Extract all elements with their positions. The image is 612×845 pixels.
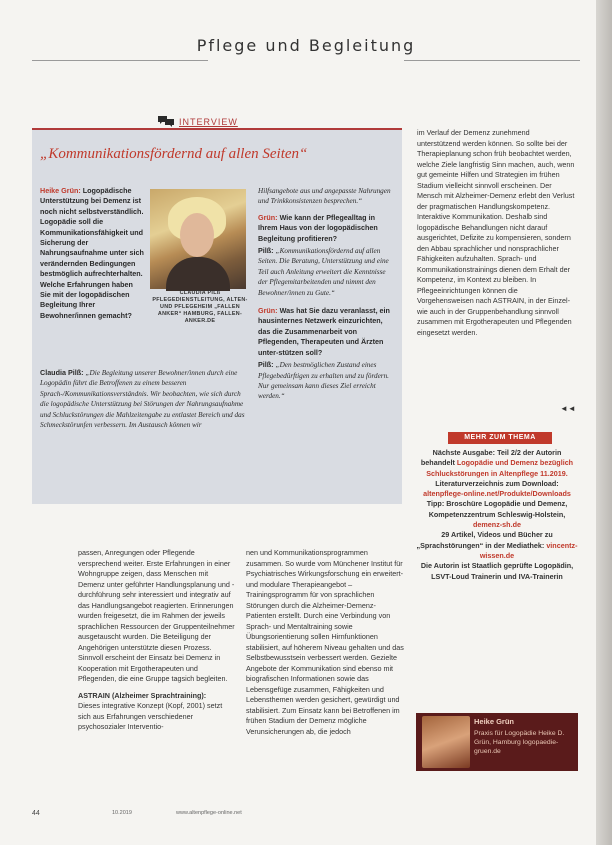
question-1-speaker: Heike Grün:	[40, 186, 81, 195]
interview-left-column	[40, 186, 144, 321]
question-2-speaker: Grün:	[258, 212, 278, 222]
article-col1-para-1: passen, Anregungen oder Pflegende versprechend weiter. Erste Erfahrungen in einer Wohngruppe zeigen, dass Menschen mit Demenz unter geführter Handlungsplanung und -durchführung sehr interessiert und integrativ auf das Handlungsangebot reagierten. Erinnerungen wurden freigesetzt, die im Rahmen der jeweils sprachlichen Ressourcen der Gruppenteilnehmer ausgetauscht wurden. Die Beteiligung der Angehörigen unterstützte diesen Prozess. Sinnvoll erscheint der Einsatz bei Demenz in Kooperation mit Ergotherapeuten und Pflegenden, die eine Gruppe tagsich begleiten.	[78, 548, 235, 683]
question-2	[258, 213, 394, 244]
more-next-issue-link[interactable]: Logopädie und Demenz bezüglich Schluckstörungen in Altenpflege 11.2019.	[426, 458, 574, 478]
page-number: 44	[32, 810, 40, 817]
footer-url[interactable]: www.altenpflege-online.net	[176, 810, 242, 816]
title-rule-left	[32, 60, 208, 61]
more-author-note: Die Autorin ist Staatlich geprüfte Logopädin, LSVT-Loud Trainerin und IVA-Trainerin	[420, 561, 574, 581]
author-details: Praxis für Logopädie Heike D. Grün, Hamburg logopaedie-gruen.de	[474, 730, 565, 756]
article-column-2	[246, 548, 404, 737]
interviewee-photo	[150, 189, 246, 289]
more-tip-link[interactable]: demenz-sh.de	[473, 520, 521, 530]
answer-1-text: „Die Begleitung unserer Bewohner/innen durch eine Logopädin führt die Betroffenen zu einem besseren Sprach-/Kommunikationsverständnis. Wir beobachten, wie sich durch die logopädische Unterstützung bei Störungen der Nahrungsaufnahme und Schluckstörungen die Mahlzeitengabe zu entlastet Bereich und das Schmeckstörunfen verbessern. Im Austausch können wir	[40, 369, 245, 430]
question-2-text: Wie kann der Pflegealltag in Ihrem Haus von der logopädischen Begleitung profitieren?	[258, 212, 378, 243]
question-1	[40, 186, 144, 321]
article-col1-heading: ASTRAIN (Alzheimer Sprachtraining):	[78, 690, 207, 700]
interview-box-top-rule	[32, 128, 402, 130]
issue-date: 10.2019	[112, 810, 132, 816]
answer-3-speaker: Pilß:	[258, 360, 274, 370]
more-mediathek-link[interactable]: vincentz-wissen.de	[479, 540, 578, 560]
photo-caption: CLAUDIA PILß PFLEGEDIENSTLEITUNG, ALTEN- UND PFLEGEHEIM „FALLEN ANKER“ HAMBURG, FALLEN-ANKER.DE	[152, 290, 248, 324]
interview-right-column	[258, 186, 394, 402]
more-on-topic-box	[416, 448, 578, 582]
answer-2-speaker: Pilß:	[258, 246, 274, 256]
article-column-1	[78, 548, 236, 733]
question-3	[258, 306, 394, 358]
article-col2-para: nen und Kommunikationsprogrammen zusammen. So wurde vom Münchener Institut für Psychiatrisches Wirkungsforschung ein erweitert- und modulare Therapieangebot – Trainingsprogramm für von sprachlichen Störungen durch die Alzheimer-Demenz-Patienten erstellt. Durch eine Verbindung von Sprach- und Mentaltraining sowie Übungsorientierung sollen Hirnfunktionen stabilisiert, auf höherem Niveau gehalten und das Selbstbewusstsein verbessert werden. Gezielte Angebote der Kommunikation sind ebenso mit biografischen Informationen sowie das Lebensgefüge zusammen, Fähigkeiten und Lebensthemen werden gesichert, gewürdigt und stabilisiert. Zum Einsatz kann bei Betroffenen im frühen Stadium der Demenz mögliche Verunsicherungen ab, die jedoch	[246, 548, 404, 736]
answer-2	[258, 246, 394, 298]
answer-1-speaker: Claudia Pilß:	[40, 368, 84, 377]
article-right-column: im Verlauf der Demenz zunehmend unterstützend werden können. So sollte bei der Therapieplanung schon früh beobachtet werden, welche Ziele langfristig Sinn machen, auch, wenn gut gemeinte Hilfen und Strategien im frühen Stadium vielleicht sinnvoll erscheinen. Der Mensch mit Alzheimer-Demenz erlebt den Verlust der pragmatischen Handlungskompetenz. Interaktive Kommunikation. Deshalb sind logopädische Behandlungen nicht darauf ausgerichtet, Defizite zu kompensieren, sondern den Abbau sprachlicher und nonsprachlicher Fähigkeiten aufzuhalten. Sprach- und Kommunikationstrainings dienen dem Erhalt der Kompetenz, im Kontext zu bleiben. In Pflegeeinrichtungen können die Vorgehensweisen nach ASTRAIN, in der Einzel- wie auch in der Gruppenbehandlung sinnvoll zusammen mit Ergotherapeuten und Pflegenden eingesetzt werden.	[417, 128, 575, 337]
page-binding-shadow	[596, 0, 612, 845]
title-rule-right	[404, 60, 580, 61]
more-tip: Tipp: Broschüre Logopädie und Demenz, Kompetenzzentrum Schleswig-Holstein, demenz-sh.de	[426, 499, 568, 530]
interview-label: INTERVIEW	[179, 116, 238, 127]
answer-3	[258, 360, 394, 402]
more-literature: Literaturverzeichnis zum Download: altenpflege-online.net/Produkte/Downloads	[423, 478, 571, 499]
author-name: Heike Grün	[474, 717, 515, 726]
article-col1-para-2: Dieses integrative Konzept (Kopf, 2001) setzt sich aus Erfahrungen verschiedener psychosozialer Interventio-	[78, 701, 223, 731]
section-title: Pflege und Begleitung	[196, 36, 416, 55]
answer-2-text: „Kommunikationsfördernd auf allen Seiten. Die Beratung, Unterstützung und eine Teil auch Anleitung erweitert die Kenntnisse der Pflegemitarbeitenden und nimmt den Bewohner/innen zu Gute.“	[258, 247, 389, 297]
interview-headline: „Kommunikationsfördernd auf allen Seiten“	[40, 146, 308, 162]
more-literature-link[interactable]: altenpflege-online.net/Produkte/Downloads	[423, 489, 571, 499]
author-photo	[422, 716, 470, 768]
question-1-text: Logopädische Unterstützung bei Demenz ist noch nicht selbstverständlich. Logopädie soll die Kommunikationsfähigkeit und Sicherung der Nahrungsaufnahme unter sich verändernden Bedingungen bestmöglich aufrechterhalten. Welche Erfahrungen haben Sie mit der logopädischen Begleitung Ihrer Bewohner/innen gemacht?	[40, 186, 144, 320]
interview-answer-1	[40, 368, 248, 430]
more-on-topic-badge: MEHR ZUM THEMA	[448, 432, 552, 444]
question-3-text: Was hat Sie dazu veranlasst, ein hausinternes Netzwerk einzurichten, das die Zusammenarbeit von Pflegenden, Therapeuten und Ärzten unter-stützen soll?	[258, 306, 390, 357]
speech-bubbles-icon	[157, 115, 175, 128]
interview-tag	[157, 115, 238, 128]
more-next-issue: Nächste Ausgabe: Teil 2/2 der Autorin behandelt Logopädie und Demenz bezüglich Schluckstörungen in Altenpflege 11.2019.	[420, 448, 574, 478]
article-end-mark: ◄◄	[560, 404, 576, 413]
more-mediathek: 29 Artikel, Videos und Bücher zu „Sprachstörungen“ in der Mediathek: vincentz-wissen.de	[416, 530, 578, 560]
answer-3-text: „Den bestmöglichen Zustand eines Pflegebedürftigen zu erhalten und zu fördern. Nur gemeinsam kann dieses Ziel erreicht werden.“	[258, 361, 389, 401]
question-3-speaker: Grün:	[258, 306, 278, 316]
answer-1-continued: Hilfsangebote aus und angepasste Nahrungen und Trinkkonsistenzen besprechen.“	[258, 187, 391, 206]
